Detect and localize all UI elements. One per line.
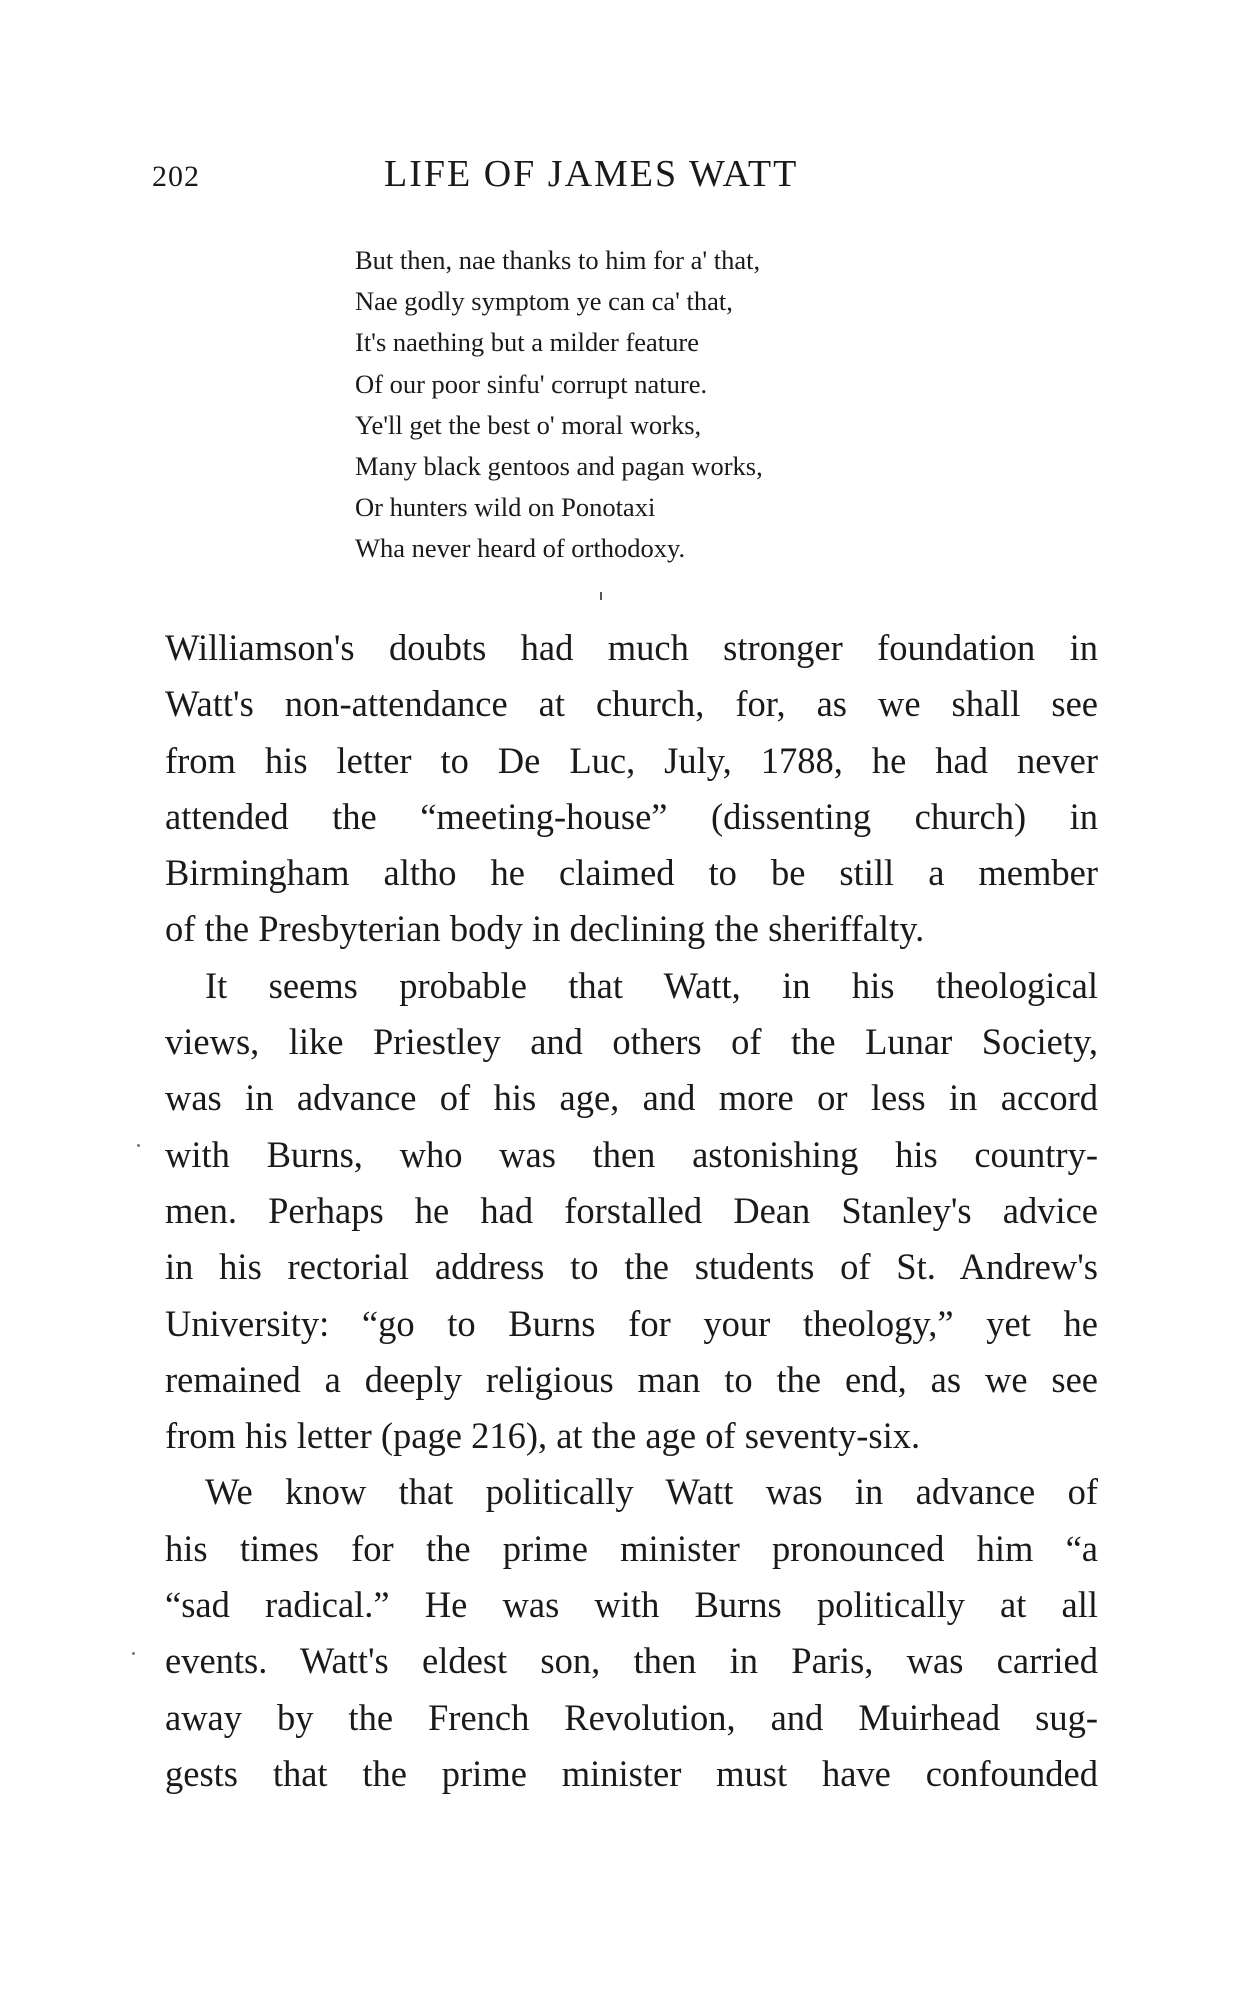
text-line: from his letter (page 216), at the age of seventy-six. <box>165 1415 921 1457</box>
poem-line: Nae godly symptom ye can ca' that, <box>355 286 733 317</box>
text-line: in his rectorial address to the students of St. Andrew's <box>165 1246 1098 1288</box>
body-text <box>165 620 1098 1802</box>
text-line: It seems probable that Watt, in his theological <box>205 964 1098 1006</box>
text-line: attended the “meeting-house” (dissenting church) in <box>165 795 1098 837</box>
text-line: “sad radical.” He was with Burns politically at all <box>165 1584 1098 1626</box>
poem-quotation <box>355 240 1055 570</box>
poem-line: Many black gentoos and pagan works, <box>355 451 763 482</box>
text-line: Birmingham altho he claimed to be still a member <box>165 852 1098 894</box>
text-line: his times for the prime minister pronounced him “a <box>165 1527 1098 1569</box>
stray-ink-mark <box>600 592 602 600</box>
text-line: away by the French Revolution, and Muirhead sug- <box>165 1696 1098 1738</box>
text-line: University: “go to Burns for your theology,” yet he <box>165 1302 1098 1344</box>
text-line: Watt's non-attendance at church, for, as we shall see <box>165 683 1098 725</box>
poem-line: Wha never heard of orthodoxy. <box>355 533 686 564</box>
text-line: gests that the prime minister must have confounded <box>165 1752 1098 1794</box>
paragraph-3 <box>165 1464 1098 1802</box>
text-line: We know that politically Watt was in advance of <box>205 1471 1098 1513</box>
paragraph-1 <box>165 620 1098 958</box>
text-line: from his letter to De Luc, July, 1788, he had never <box>165 739 1098 781</box>
paragraph-2 <box>165 958 1098 1465</box>
text-line: with Burns, who was then astonishing his country- <box>165 1133 1098 1175</box>
text-line: was in advance of his age, and more or less in accord <box>165 1077 1098 1119</box>
text-line: views, like Priestley and others of the Lunar Society, <box>165 1021 1098 1063</box>
stray-ink-dot <box>132 1652 135 1655</box>
poem-line: Ye'll get the best o' moral works, <box>355 409 702 440</box>
poem-line: Or hunters wild on Ponotaxi <box>355 492 656 523</box>
poem-line: It's naething but a milder feature <box>355 327 699 358</box>
text-line: men. Perhaps he had forstalled Dean Stanley's advice <box>165 1189 1098 1231</box>
text-line: remained a deeply religious man to the end, as we see <box>165 1358 1098 1400</box>
text-line: Williamson's doubts had much stronger foundation in <box>165 627 1098 668</box>
text-line: of the Presbyterian body in declining the sheriffalty. <box>165 908 925 950</box>
page-header <box>152 152 1112 202</box>
running-title: LIFE OF JAMES WATT <box>384 153 799 195</box>
page-number: 202 <box>152 160 200 193</box>
stray-ink-dot <box>137 1144 140 1147</box>
poem-line: Of our poor sinfu' corrupt nature. <box>355 368 708 399</box>
text-line: events. Watt's eldest son, then in Paris, was carried <box>165 1640 1098 1682</box>
poem-line: But then, nae thanks to him for a' that, <box>355 245 761 275</box>
